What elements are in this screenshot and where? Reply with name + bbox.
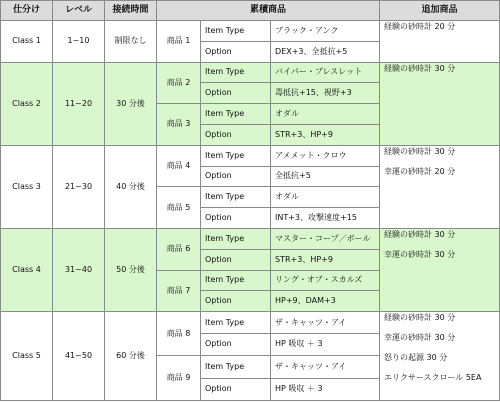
option-label: Option [201, 378, 271, 400]
item-type-label: Item Type [201, 270, 271, 291]
item-type-value: マスター・コープ／ボール [271, 228, 380, 249]
bonus-item: 幸運の砂時計 20 分 [384, 166, 456, 176]
option-label: Option [201, 166, 271, 187]
option-value: DEX+3、全抵抗+5 [271, 41, 380, 62]
product-label: 商品 9 [157, 355, 201, 400]
option-label: Option [201, 41, 271, 62]
class-level: 11~20 [53, 62, 105, 145]
option-value: 毒抵抗+15、視野+3 [271, 83, 380, 104]
option-label: Option [201, 334, 271, 356]
product-label: 商品 6 [157, 228, 201, 270]
item-type-label: Item Type [201, 62, 271, 83]
bonus-item: 幸運の砂時計 30 分 [384, 333, 456, 343]
class-level: 31~40 [53, 228, 105, 311]
bonus-item: 経験の砂時計 20 分 [384, 22, 456, 31]
option-value: HP 吸収 ＋ 3 [271, 378, 380, 400]
item-type-label: Item Type [201, 312, 271, 334]
product-label: 商品 8 [157, 312, 201, 356]
product-label: 商品 4 [157, 145, 201, 187]
table-row [1, 312, 500, 334]
product-label: 商品 1 [157, 21, 201, 63]
table-row [1, 228, 500, 249]
product-label: 商品 2 [157, 62, 201, 104]
item-type-value: オダル [271, 104, 380, 125]
bonus-item: 経験の砂時計 30 分 [384, 63, 456, 73]
header-connect-time: 接続時間 [105, 1, 157, 21]
option-value: INT+3、攻撃速度+15 [271, 208, 380, 229]
item-type-value: バイパー・ブレスレット [271, 62, 380, 83]
option-value: STR+3、HP+9 [271, 124, 380, 145]
header-bonus-items: 追加商品 [380, 1, 500, 21]
class-level: 41~50 [53, 312, 105, 401]
class-time: 40 分後 [105, 145, 157, 228]
option-label: Option [201, 208, 271, 229]
bonus-cell [380, 62, 500, 145]
bonus-item: 怒りの起源 30 分 [384, 353, 448, 363]
class-level: 21~30 [53, 145, 105, 228]
option-label: Option [201, 249, 271, 270]
item-type-value: ザ・キャッツ・アイ [271, 355, 380, 378]
bonus-cell [380, 21, 500, 63]
class-time: 制限なし [105, 21, 157, 63]
option-value: HP 吸収 ＋ 3 [271, 334, 380, 356]
product-label: 商品 5 [157, 187, 201, 229]
option-label: Option [201, 291, 271, 312]
option-value: 全抵抗+5 [271, 166, 380, 187]
class-name: Class 5 [1, 312, 53, 401]
item-type-label: Item Type [201, 187, 271, 208]
class-name: Class 1 [1, 21, 53, 63]
table-row [1, 21, 500, 42]
product-label: 商品 7 [157, 270, 201, 312]
product-label: 商品 3 [157, 104, 201, 146]
bonus-item: 経験の砂時計 30 分 [384, 146, 456, 156]
option-label: Option [201, 124, 271, 145]
item-type-label: Item Type [201, 228, 271, 249]
bonus-item: 経験の砂時計 30 分 [384, 313, 456, 323]
item-type-value: アメメット・クロウ [271, 145, 380, 166]
header-row [1, 1, 500, 21]
bonus-cell [380, 228, 500, 311]
item-type-label: Item Type [201, 21, 271, 42]
bonus-item: 経験の砂時計 30 分 [384, 229, 456, 239]
option-value: STR+3、HP+9 [271, 249, 380, 270]
class-level: 1~10 [53, 21, 105, 63]
class-time: 30 分後 [105, 62, 157, 145]
class-name: Class 2 [1, 62, 53, 145]
class-name: Class 3 [1, 145, 53, 228]
table-row [1, 145, 500, 166]
item-type-value: リング・オブ・スカルズ [271, 270, 380, 291]
header-cumulative-items: 累積商品 [157, 1, 380, 21]
bonus-cell [380, 312, 500, 401]
header-class: 仕分け [1, 1, 53, 21]
header-level: レベル [53, 1, 105, 21]
item-type-value: オダル [271, 187, 380, 208]
option-value: HP+9、DAM+3 [271, 291, 380, 312]
bonus-item: エリクサースクロール 5EA [384, 373, 482, 383]
class-name: Class 4 [1, 228, 53, 311]
bonus-item: 幸運の砂時計 30 分 [384, 249, 456, 259]
class-time: 50 分後 [105, 228, 157, 311]
item-type-label: Item Type [201, 355, 271, 378]
item-type-label: Item Type [201, 104, 271, 125]
bonus-cell [380, 145, 500, 228]
option-label: Option [201, 83, 271, 104]
table-row [1, 62, 500, 83]
item-type-value: ブラック・アンク [271, 21, 380, 42]
item-type-label: Item Type [201, 145, 271, 166]
class-time: 60 分後 [105, 312, 157, 401]
item-type-value: ザ・キャッツ・アイ [271, 312, 380, 334]
